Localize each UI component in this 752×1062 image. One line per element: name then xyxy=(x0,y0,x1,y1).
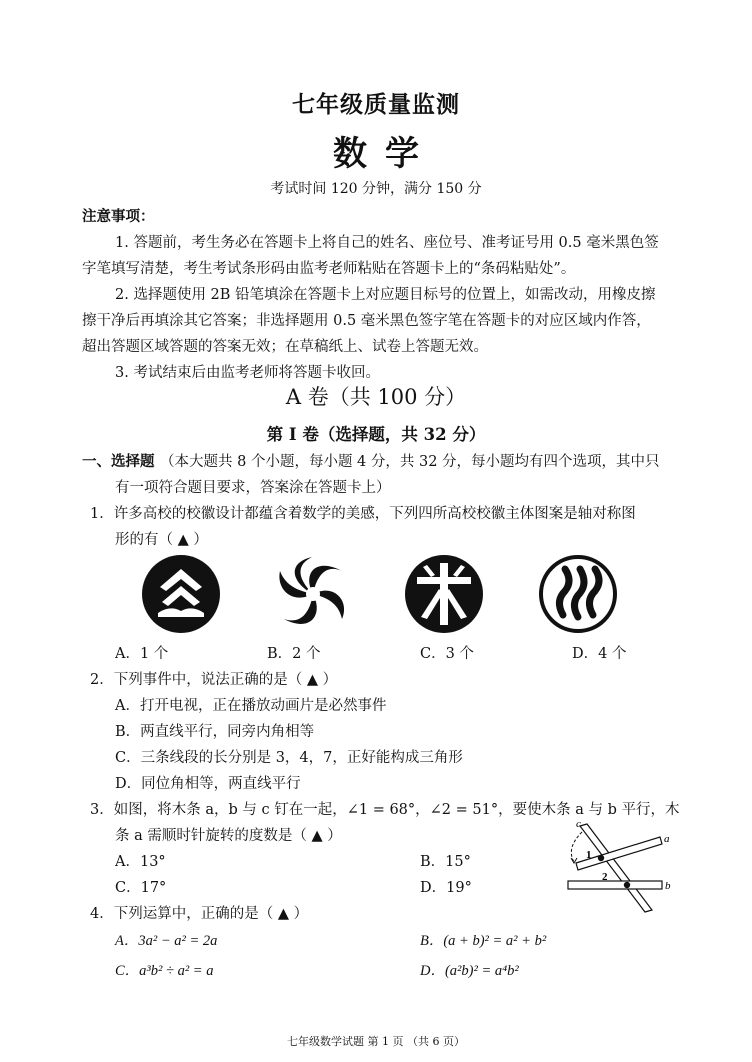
q4-option-b: B．(a + b)² = a² + b² xyxy=(420,933,547,949)
q1-stem-line-1: 1．许多高校的校徽设计都蕴含着数学的美感，下列四所高校校徽主体图案是轴对称图 xyxy=(90,506,636,522)
subject-title: 数学 xyxy=(333,134,437,174)
q2-option-c: C．三条线段的长分别是 3，4，7，正好能构成三角形 xyxy=(115,750,463,766)
q3-option-c: C．17° xyxy=(115,880,167,896)
note-3: 3. 考试结束后由监考老师将答题卡收回。 xyxy=(115,365,380,381)
emblem-2 xyxy=(272,553,354,635)
note-2-line-1: 2. 选择题使用 2B 铅笔填涂在答题卡上对应题目标号的位置上，如需改动，用橡皮擦 xyxy=(115,287,656,303)
q3-stem-line-1: 3．如图，将木条 a，b 与 c 钉在一起，∠1 = 68°，∠2 = 51°，要使木条 a 与 b 平行，木 xyxy=(90,802,680,818)
q4-option-a: A．3a² − a² = 2a xyxy=(115,933,218,949)
q1-option-a: A．1 个 xyxy=(115,646,169,662)
q2-option-a: A．打开电视，正在播放动画片是必然事件 xyxy=(115,698,387,714)
q3-label-c: c xyxy=(576,818,581,830)
note-1-line-2: 字笔填写清楚，考生考试条形码由监考老师粘贴在答题卡上的“条码粘贴处”。 xyxy=(82,261,576,277)
q1-option-c: C．3 个 xyxy=(420,646,474,662)
emblem-3 xyxy=(403,553,485,635)
q3-label-angle2: 2 xyxy=(602,871,608,883)
part1-heading: 一、选择题 xyxy=(82,453,155,470)
q1-option-d: D．4 个 xyxy=(572,646,627,662)
q4-option-c: C．a³b² ÷ a² = a xyxy=(115,963,214,979)
note-2-line-3: 超出答题区域答题的答案无效；在草稿纸上、试卷上答题无效。 xyxy=(82,339,488,355)
q1-option-b: B．2 个 xyxy=(267,646,321,662)
q2-option-b: B．两直线平行，同旁内角相等 xyxy=(115,724,315,740)
q3-option-a: A．13° xyxy=(115,854,166,870)
q3-figure xyxy=(560,818,680,918)
note-1-line-1: 1. 答题前，考生务必在答题卡上将自己的姓名、座位号、准考证号用 0.5 毫米黑色签 xyxy=(115,235,659,251)
q3-option-b: B．15° xyxy=(420,854,471,870)
q3-stem-line-2: 条 a 需顺时针旋转的度数是（ ▲ ） xyxy=(115,828,342,844)
part1-desc-line-2: 有一项符合题目要求，答案涂在答题卡上） xyxy=(115,480,391,496)
q4-stem: 4．下列运算中，正确的是（ ▲ ） xyxy=(90,906,309,922)
section-a-heading: A 卷（共 100 分） xyxy=(285,385,467,409)
emblem-1 xyxy=(140,553,222,635)
q4-option-d: D．(a²b)² = a⁴b² xyxy=(420,963,519,979)
q3-label-a: a xyxy=(664,833,670,845)
notes-heading: 注意事项： xyxy=(82,208,155,225)
exam-info: 考试时间 120 分钟，满分 150 分 xyxy=(270,181,482,197)
q1-stem-line-2: 形的有（ ▲ ） xyxy=(115,532,208,548)
q3-option-d: D．19° xyxy=(420,880,472,896)
note-2-line-2: 擦干净后再填涂其它答案；非选择题用 0.5 毫米黑色签字笔在答题卡的对应区域内作答， xyxy=(82,313,651,329)
page-footer: 七年级数学试题 第 1 页 （共 6 页） xyxy=(287,1035,465,1048)
part1-desc-line-1: （本大题共 8 个小题，每小题 4 分，共 32 分，每小题均有四个选项，其中只 xyxy=(160,454,660,470)
q3-label-b: b xyxy=(665,880,671,892)
emblem-4 xyxy=(537,553,619,635)
q2-option-d: D．同位角相等，两直线平行 xyxy=(115,776,301,792)
title: 七年级质量监测 xyxy=(292,91,460,118)
q3-label-angle1: 1 xyxy=(586,849,592,861)
section-i-heading: 第 I 卷（选择题，共 32 分） xyxy=(266,425,486,444)
q2-stem: 2．下列事件中，说法正确的是（ ▲ ） xyxy=(90,672,338,688)
